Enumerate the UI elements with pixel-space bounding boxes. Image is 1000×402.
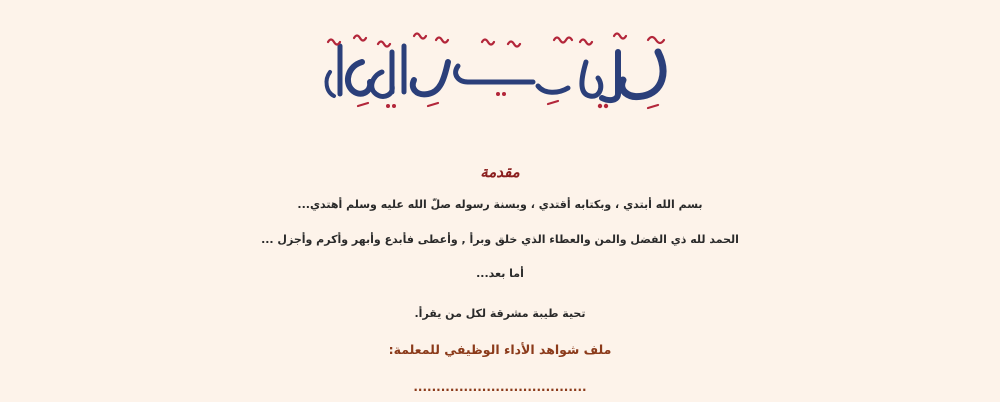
intro-line-amma-baad: أما بعد... (476, 267, 524, 280)
intro-line-praise: الحمد لله ذي الفضل والمن والعطاء الذي خلق وبرأ , وأعطى فأبدع وأبهر وأكرم وأجزل ... (261, 233, 739, 246)
calligraphy-art (318, 22, 678, 114)
intro-line-basmala: بسم الله أبتدي ، وبكتابه أقتدي ، وبسنة رسوله صلّ الله عليه وسلم أهتدي... (297, 198, 703, 211)
dotted-placeholder: ...................................... (413, 380, 587, 394)
intro-line-greeting: تحية طيبة مشرقة لكل من يقرأ. (414, 307, 586, 320)
portfolio-subheading: ملف شواهد الأداء الوظيفي للمعلمة: (388, 342, 612, 357)
page-heading: مقدمة (480, 163, 520, 181)
calligraphy-logo (318, 22, 678, 114)
